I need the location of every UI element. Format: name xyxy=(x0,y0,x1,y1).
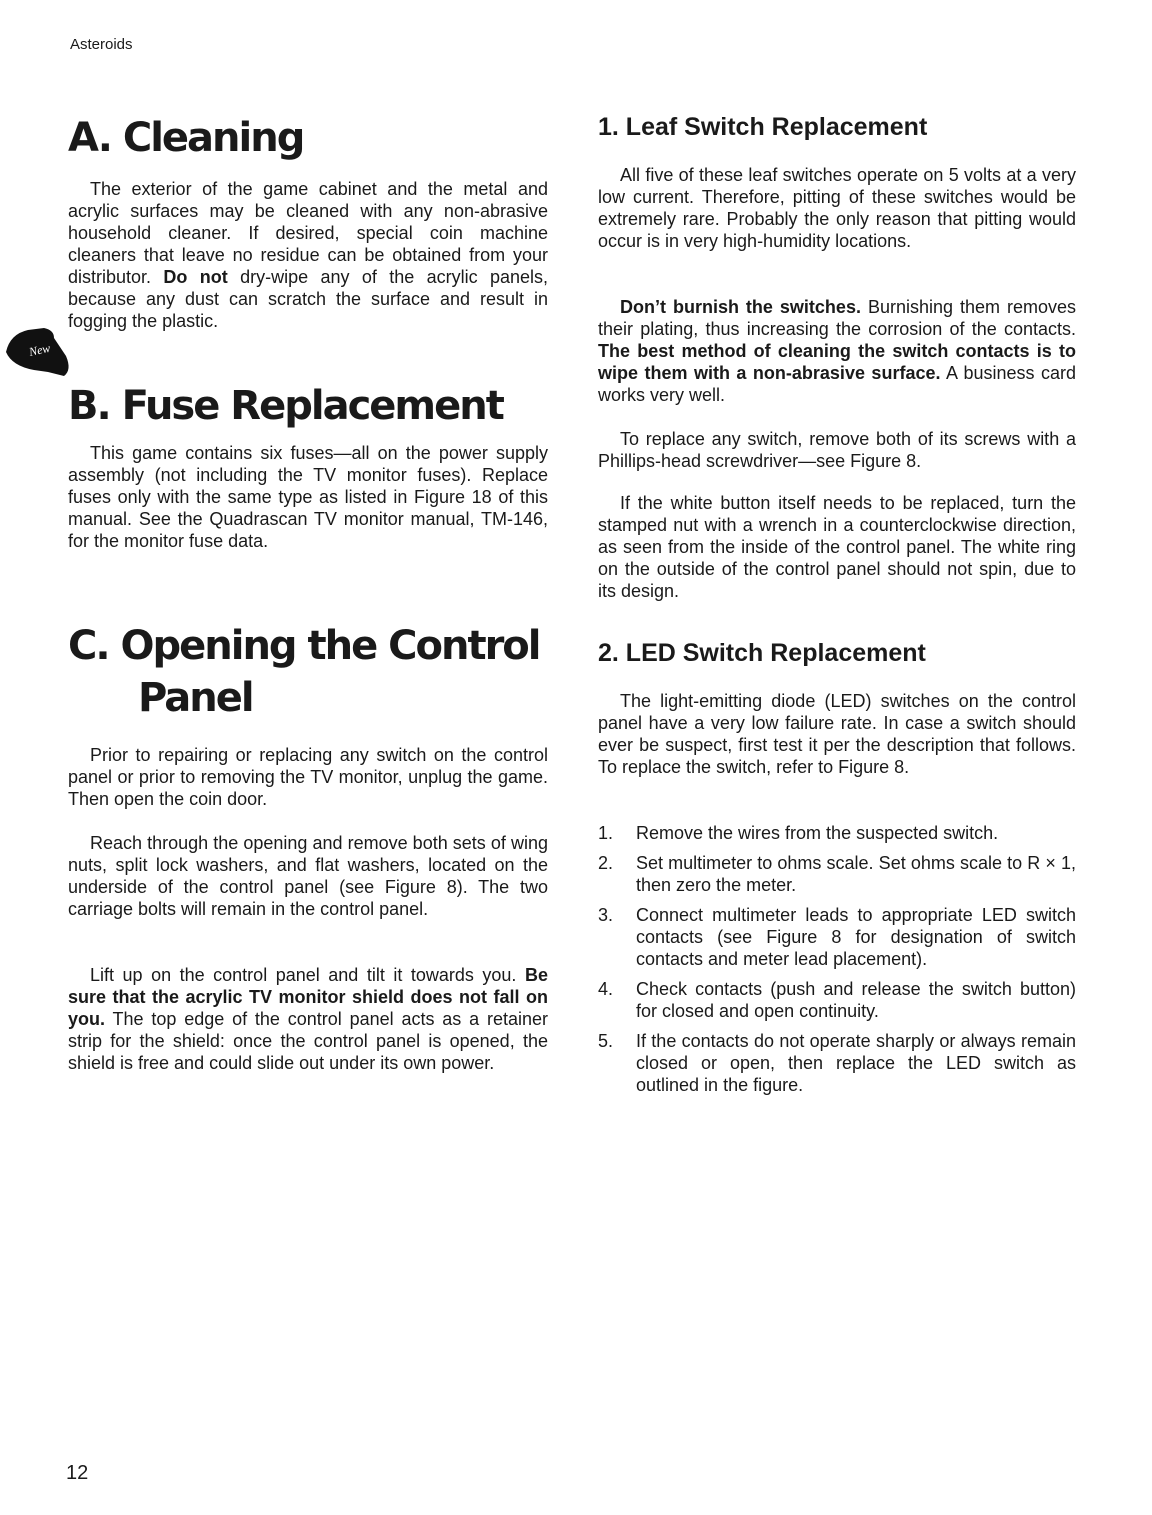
leaf-switch-title: 1. Leaf Switch Replacement xyxy=(598,113,928,141)
leaf-switch-paragraph-2: Don’t burnish the switches. Burnishing them removes their plating, thus increasing the corrosion of the contacts. The best method of cleaning the switch contacts is to wipe them with a non-abrasive surface. A business card works very well. xyxy=(598,297,1076,405)
section-a-name: Cleaning xyxy=(122,115,304,161)
section-c-letter: C. xyxy=(68,623,109,669)
section-b-paragraph: This game contains six fuses—all on the power supply assembly (not including the TV monitor fuses). Replace fuses only with the same type as listed in Figure 18 of this manual. See the Quadrascan TV monitor manual, TM-146, for the monitor fuse data. xyxy=(68,443,548,551)
section-c-paragraph-3: Lift up on the control panel and tilt it towards you. Be sure that the acrylic TV monitor shield does not fall on you. The top edge of the control panel acts as a retainer strip for the shield: once the control panel is opened, the shield is free and could slide out under its own power. xyxy=(68,965,548,1073)
section-b-letter: B. xyxy=(68,383,110,429)
section-a-title xyxy=(68,112,588,164)
list-item: 1. Remove the wires from the suspected switch. xyxy=(598,823,999,843)
page-number: 12 xyxy=(66,1462,89,1484)
led-switch-title: 2. LED Switch Replacement xyxy=(598,639,926,667)
section-c-name-line2: Panel xyxy=(138,675,253,721)
section-a-paragraph: The exterior of the game cabinet and the metal and acrylic surfaces may be cleaned with any non-abrasive household cleaner. If desired, special coin machine cleaners that leave no residue can be obtained from your distributor. Do not dry-wipe any of the acrylic panels, because any dust can scratch the surface and result in fogging the plastic. xyxy=(68,179,548,331)
badge-label: New xyxy=(27,340,52,359)
list-item: 3. Connect multimeter leads to appropriate LED switch contacts (see Figure 8 for designation of switch contacts and meter lead placement). xyxy=(598,905,1076,969)
section-c-title xyxy=(68,620,588,724)
section-c-paragraph-1: Prior to repairing or replacing any switch on the control panel or prior to removing the TV monitor, unplug the game. Then open the coin door. xyxy=(68,745,548,809)
section-c-name-line1: Opening the Control xyxy=(120,623,540,669)
new-pointer-badge-icon xyxy=(4,326,74,378)
list-item: 2. Set multimeter to ohms scale. Set ohms scale to R × 1, then zero the meter. xyxy=(598,853,1076,895)
leaf-switch-paragraph-1: All five of these leaf switches operate on 5 volts at a very low current. Therefore, pitting of these switches would be extremely rare. Probably the only reason that pitting would occur is in very high-humidity locations. xyxy=(598,165,1076,251)
section-c-paragraph-2: Reach through the opening and remove both sets of wing nuts, split lock washers, and flat washers, located on the underside of the control panel (see Figure 8). The two carriage bolts will remain in the control panel. xyxy=(68,833,548,919)
leaf-switch-paragraph-3: To replace any switch, remove both of its screws with a Phillips-head screwdriver—see Figure 8. xyxy=(598,429,1076,471)
section-a-letter: A. xyxy=(68,115,111,161)
led-switch-paragraph: The light-emitting diode (LED) switches on the control panel have a very low failure rate. In case a switch should ever be suspect, first test it per the description that follows. To replace the switch, refer to Figure 8. xyxy=(598,691,1076,777)
running-head: Asteroids xyxy=(70,36,133,53)
list-item: 4. Check contacts (push and release the switch button) for closed and open continuity. xyxy=(598,979,1076,1021)
led-test-steps xyxy=(598,822,1076,1104)
section-b-title xyxy=(68,380,588,432)
list-item: 5. If the contacts do not operate sharply or always remain closed or open, then replace the LED switch as outlined in the figure. xyxy=(598,1031,1076,1095)
section-b-name: Fuse Replacement xyxy=(121,383,503,429)
leaf-switch-paragraph-4: If the white button itself needs to be replaced, turn the stamped nut with a wrench in a counterclockwise direction, as seen from the inside of the control panel. The white ring on the outside of the control panel should not spin, due to its design. xyxy=(598,493,1076,601)
